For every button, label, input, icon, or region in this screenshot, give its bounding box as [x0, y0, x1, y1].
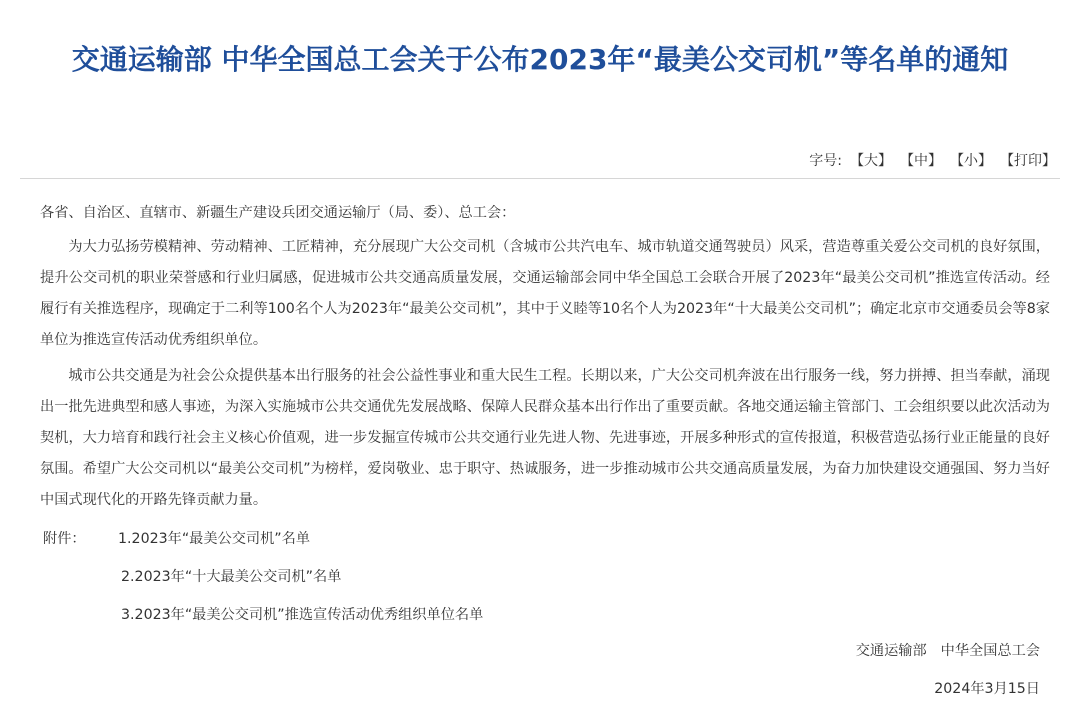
- attachment-item: 1.2023年“最美公交司机”名单: [118, 531, 311, 547]
- attachment-item: 3.2023年“最美公交司机”推选宣传活动优秀组织单位名单: [121, 607, 484, 623]
- header-divider: [20, 178, 1060, 179]
- font-size-toolbar: [809, 150, 1056, 170]
- font-size-label: 字号:: [809, 153, 842, 169]
- signature-org: 中华全国总工会: [940, 643, 1040, 659]
- signature-date: 2024年3月15日: [934, 681, 1040, 697]
- attachment-row: [40, 596, 1050, 634]
- attachments-label: 附件：: [43, 531, 86, 547]
- print-button[interactable]: 【打印】: [1000, 153, 1056, 169]
- font-small-button[interactable]: 【小】: [950, 153, 992, 169]
- attachment-item: 2.2023年“十大最美公交司机”名单: [121, 569, 342, 585]
- attachments: [40, 520, 1050, 634]
- signature-org: 交通运输部: [855, 643, 927, 659]
- paragraph: 为大力弘扬劳模精神、劳动精神、工匠精神，充分展现广大公交司机（含城市公共汽电车、城市轨道交通驾驶员）风采，营造尊重关爱公交司机的良好氛围，提升公交司机的职业荣誉感和行业归属感，促进城市公共交通高质量发展，交通运输部会同中华全国总工会联合开展了2023年“最美公交司机”推选宣传活动。经履行有关推选程序，现确定于二利等100名个人为2023年“最美公交司机”，其中于义睦等10名个人为2023年“十大最美公交司机”；确定北京市交通委员会等8家单位为推选宣传活动优秀组织单位。: [40, 239, 1050, 348]
- attachment-row: [40, 520, 1050, 558]
- signature-block: [856, 632, 1040, 708]
- attachment-row: [40, 558, 1050, 596]
- signature-orgs: [856, 632, 1040, 670]
- notice-body: [40, 198, 1050, 634]
- page-title: 交通运输部 中华全国总工会关于公布2023年“最美公交司机”等名单的通知: [71, 43, 1009, 76]
- font-medium-button[interactable]: 【中】: [900, 153, 942, 169]
- paragraph: 城市公共交通是为社会公众提供基本出行服务的社会公益性事业和重大民生工程。长期以来，广大公交司机奔波在出行服务一线，努力拼搏、担当奉献，涌现出一批先进典型和感人事迹，为深入实施城市公共交通优先发展战略、保障人民群众基本出行作出了重要贡献。各地交通运输主管部门、工会组织要以此次活动为契机，大力培育和践行社会主义核心价值观，进一步发掘宣传城市公共交通行业先进人物、先进事迹，开展多种形式的宣传报道，积极营造弘扬行业正能量的良好氛围。希望广大公交司机以“最美公交司机”为榜样，爱岗敬业、忠于职守、热诚服务，进一步推动城市公共交通高质量发展，为奋力加快建设交通强国、努力当好中国式现代化的开路先锋贡献力量。: [40, 368, 1050, 508]
- salutation: 各省、自治区、直辖市、新疆生产建设兵团交通运输厅（局、委）、总工会：: [40, 205, 516, 221]
- font-large-button[interactable]: 【大】: [850, 153, 892, 169]
